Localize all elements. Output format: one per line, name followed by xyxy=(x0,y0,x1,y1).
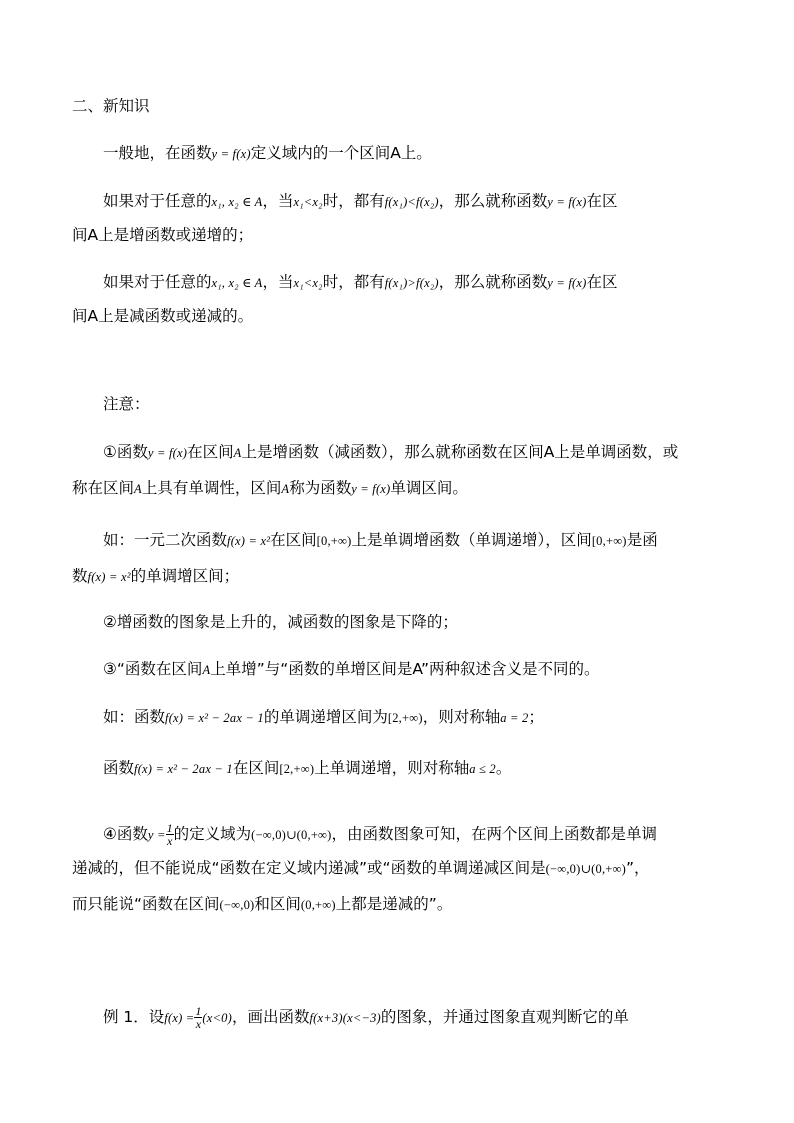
math-expression: [0,+∞) xyxy=(316,534,352,548)
paragraph-decreasing-def-cont: 间A上是减函数或递减的。 xyxy=(72,307,254,325)
math-expression: [0,+∞) xyxy=(591,534,627,548)
paragraph-definition-intro: 一般地，在函数y = f(x)定义域内的一个区间A上。 xyxy=(103,144,432,162)
math-expression: f(x₁)<f(x₂) xyxy=(384,195,439,209)
note-3: ③“函数在区间A上单增”与“函数的单增区间是A”两种叙述含义是不同的。 xyxy=(103,660,600,678)
math-expression: y = xyxy=(147,828,166,842)
math-expression: a ≤ 2 xyxy=(469,762,496,776)
math-expression: f(x) = x² − 2ax − 1 xyxy=(134,762,233,776)
math-expression: A xyxy=(134,482,142,496)
math-expression: f(x) = x² − 2ax − 1 xyxy=(165,711,264,725)
note-heading: 注意： xyxy=(103,395,150,413)
fraction: $\frac{1}{x}$ xyxy=(166,821,173,848)
note-3-example-2: 函数f(x) = x² − 2ax − 1在区间[2,+∞)上单调递增，则对称轴a ≤ 2。 xyxy=(103,759,512,777)
math-expression: f(x) = x² xyxy=(87,570,131,584)
note-2-example-cont: 数f(x) = x²的单调增区间； xyxy=(72,567,240,585)
math-expression: (−∞,0) xyxy=(219,898,255,912)
math-expression: f(x) = x² xyxy=(227,534,271,548)
math-expression: A xyxy=(281,482,290,496)
math-expression: y = f(x) xyxy=(211,147,251,161)
math-expression: f(x₁)>f(x₂) xyxy=(384,276,439,290)
note-2: ②增函数的图象是上升的，减函数的图象是下降的； xyxy=(103,613,458,631)
math-expression: f(x+3)(x<−3) xyxy=(309,1011,381,1025)
math-expression: x₁<x₂ xyxy=(293,276,323,290)
math-expression: a = 2 xyxy=(500,711,529,725)
paragraph-decreasing-def: 如果对于任意的x₁, x₂ ∈ A，当x₁<x₂时，都有f(x₁)>f(x₂)，那么就称函数y = f(x)在区 xyxy=(103,273,618,291)
note-1-cont: 称在区间A上具有单调性，区间A称为函数y = f(x)单调区间。 xyxy=(72,479,468,497)
paragraph-increasing-def-cont: 间A上是增函数或递增的； xyxy=(72,226,254,244)
math-expression: A xyxy=(202,663,211,677)
math-expression: y = f(x) xyxy=(547,276,587,290)
note-3-example-1: 如：函数f(x) = x² − 2ax − 1的单调递增区间为[2,+∞)，则对称轴a = 2； xyxy=(103,708,544,726)
example-1: 例 1．设f(x) = $\frac{1}{x}$ (x<0)，画出函数f(x+3)(x<−3)的图象，并通过图象直观判断它的单 xyxy=(103,1004,629,1031)
note-1: ①函数y = f(x)在区间A上是增函数（减函数），那么就称函数在区间A上是单调函数，或 xyxy=(103,443,679,461)
math-expression: y = f(x) xyxy=(147,446,188,460)
math-expression: A xyxy=(233,446,242,460)
math-expression: x₁, x₂ ∈ A xyxy=(211,195,263,209)
math-expression: (−∞,0)∪(0,+∞) xyxy=(545,862,626,876)
math-expression: (0,+∞) xyxy=(300,898,336,912)
paragraph-increasing-def: 如果对于任意的x₁, x₂ ∈ A，当x₁<x₂时，都有f(x₁)<f(x₂)，那么就称函数y = f(x)在区 xyxy=(103,192,618,210)
math-expression: (x<0) xyxy=(202,1011,232,1025)
fraction: $\frac{1}{x}$ xyxy=(195,1004,202,1031)
math-expression: y = f(x) xyxy=(547,195,587,209)
note-2-example: 如：一元二次函数f(x) = x²在区间[0,+∞)上是单调增函数（单调递增），区间[0,+∞)是函 xyxy=(103,531,658,549)
math-expression: [2,+∞) xyxy=(387,711,423,725)
math-expression: y = f(x) xyxy=(351,482,391,496)
math-expression: x₁<x₂ xyxy=(293,195,323,209)
math-expression: f(x) = xyxy=(164,1011,195,1025)
section-heading: 二、新知识 xyxy=(72,97,150,115)
note-4-cont-2: 而只能说“函数在区间(−∞,0)和区间(0,+∞)上都是递减的”。 xyxy=(72,895,453,913)
math-expression: (−∞,0)∪(0,+∞) xyxy=(251,828,332,842)
math-expression: x₁, x₂ ∈ A xyxy=(211,276,263,290)
math-expression: [2,+∞) xyxy=(279,762,315,776)
note-4-cont: 递减的，但不能说成“函数在定义域内递减”或“函数的单调递减区间是(−∞,0)∪(0,+∞)”， xyxy=(72,859,650,877)
note-4: ④函数y = $\frac{1}{x}$ 的定义域为(−∞,0)∪(0,+∞)，由函数图象可知，在两个区间上函数都是单调 xyxy=(103,821,658,848)
